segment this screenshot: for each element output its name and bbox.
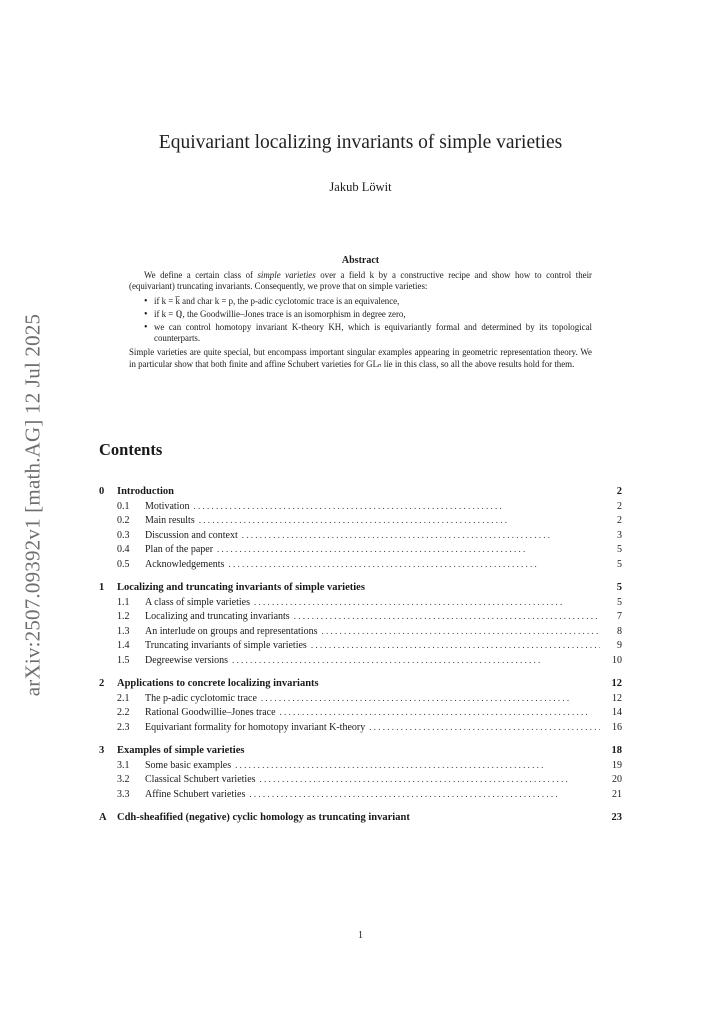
- toc-subsection-title: Equivariant formality for homotopy invariant K-theory: [145, 721, 366, 733]
- abstract-block: [129, 255, 592, 370]
- toc-dot-leader: [193, 501, 600, 511]
- toc-dot-leader: [261, 693, 600, 703]
- toc-subsection-number: 0.1: [117, 500, 130, 512]
- toc-subsection-title: Main results: [145, 515, 195, 526]
- abstract-intro-part-a: We define a certain class of: [144, 270, 258, 280]
- toc-subsection-number: 1.4: [117, 640, 130, 651]
- toc-section-number: 3: [99, 745, 105, 756]
- toc-subsection-number: 1.2: [117, 611, 130, 622]
- abstract-bullet-list: [129, 296, 592, 345]
- toc-subsection-number: 0.3: [117, 529, 130, 541]
- toc-section-title: Examples of simple varieties: [117, 745, 245, 756]
- toc-subsection-entry[interactable]: [99, 544, 622, 559]
- toc-section-title: Applications to concrete localizing invariants: [117, 678, 319, 689]
- toc-subsection-entry[interactable]: [99, 501, 622, 516]
- toc-subsection-page: 12: [612, 692, 622, 704]
- toc-section-entry[interactable]: [99, 745, 622, 760]
- toc-subsection-title: Some basic examples: [145, 759, 232, 771]
- toc-subsection-title: A class of simple varieties: [145, 596, 250, 608]
- toc-subsection-entry[interactable]: [99, 693, 622, 708]
- toc-subsection-number: 0.2: [117, 515, 130, 526]
- toc-subsection-entry[interactable]: [99, 515, 622, 530]
- toc-section-entry[interactable]: [99, 678, 622, 693]
- toc-subsection-entry[interactable]: [99, 597, 622, 612]
- abstract-intro-emphasis: simple varieties: [257, 270, 316, 280]
- paper-title: Equivariant localizing invariants of simple varieties: [158, 132, 563, 153]
- toc-subsection-title: An interlude on groups and representations: [145, 625, 318, 637]
- toc-subsection-entry[interactable]: [99, 707, 622, 722]
- abstract-intro-part-b: over a field k by a constructive recipe and show how to control their (equivariant) truncating invariants. Consequently, we prove that on simple varieties:: [129, 270, 593, 292]
- toc-section-2: [99, 678, 622, 736]
- toc-subsection-number: 2.1: [117, 692, 130, 704]
- toc-section-number: A: [99, 812, 107, 823]
- toc-dot-leader: [311, 640, 600, 650]
- toc-subsection-title: Truncating invariants of simple varieties: [145, 640, 307, 651]
- toc-subsection-entry[interactable]: [99, 530, 622, 545]
- toc-subsection-entry[interactable]: [99, 559, 622, 574]
- abstract-bullet: • if k = ℚ, the Goodwillie–Jones trace is an isomorphism in degree zero,: [154, 309, 592, 320]
- toc-dot-leader: [294, 611, 600, 621]
- toc-subsection-page: 5: [617, 596, 622, 608]
- toc-subsection-title: Degreewise versions: [145, 654, 229, 666]
- toc-dot-leader: [217, 544, 600, 554]
- toc-subsection-number: 1.5: [117, 654, 130, 666]
- toc-section-3: [99, 745, 622, 803]
- toc-subsection-page: 19: [612, 759, 622, 771]
- toc-subsection-entry[interactable]: [99, 760, 622, 775]
- toc-section-page: 12: [611, 678, 622, 689]
- toc-subsection-number: 1.3: [117, 625, 130, 637]
- toc-subsection-number: 0.4: [117, 544, 130, 555]
- toc-subsection-entry[interactable]: [99, 774, 622, 789]
- toc-section-0: [99, 486, 622, 573]
- toc-subsection-page: 3: [617, 529, 622, 541]
- toc-section-page: 18: [611, 745, 622, 756]
- toc-subsection-entry[interactable]: [99, 655, 622, 670]
- toc-dot-leader: [254, 597, 600, 607]
- toc-subsection-page: 2: [617, 515, 622, 526]
- toc-subsection-number: 3.1: [117, 759, 130, 771]
- toc-section-A: [99, 812, 622, 827]
- toc-section-1: [99, 582, 622, 669]
- toc-section-title: Cdh-sheafified (negative) cyclic homology as truncating invariant: [117, 812, 410, 823]
- toc-dot-leader: [228, 559, 600, 569]
- toc-section-number: 2: [99, 678, 105, 689]
- toc-subsection-page: 2: [617, 500, 622, 512]
- toc-section-entry[interactable]: [99, 812, 622, 827]
- abstract-bullet: • if k = k̅ and char k = p, the p-adic cyclotomic trace is an equivalence,: [154, 296, 592, 307]
- toc-subsection-number: 0.5: [117, 558, 130, 570]
- abstract-closing: Simple varieties are quite special, but encompass important singular examples appearing in geometric representation theory. We in particular show that both finite and affine Schubert varieties for GLₙ lie in this class, so all the above results hold for them.: [129, 347, 592, 369]
- abstract-bullet: • we can control homotopy invariant K-theory KH, which is equivariantly formal and determined by its topological counterparts.: [154, 322, 592, 345]
- toc-section-title: Introduction: [117, 486, 174, 497]
- toc-dot-leader: [232, 655, 600, 665]
- toc-subsection-number: 2.2: [117, 707, 130, 718]
- toc-subsection-page: 7: [617, 611, 622, 622]
- toc-subsection-page: 16: [612, 721, 622, 733]
- toc-subsection-title: Discussion and context: [145, 529, 238, 541]
- toc-subsection-number: 3.2: [117, 774, 130, 785]
- toc-subsection-entry[interactable]: [99, 789, 622, 804]
- toc-subsection-title: Rational Goodwillie–Jones trace: [145, 707, 276, 718]
- abstract-intro: [129, 270, 592, 293]
- toc-dot-leader: [260, 774, 600, 784]
- toc-subsection-entry[interactable]: [99, 640, 622, 655]
- toc-subsection-title: Acknowledgements: [145, 558, 225, 570]
- paper-author: Jakub Löwit: [329, 180, 392, 194]
- toc-subsection-page: 10: [612, 654, 622, 666]
- page-number: 1: [358, 930, 363, 941]
- arxiv-identifier-stamp: [13, 270, 53, 740]
- toc-section-page: 23: [611, 812, 622, 823]
- toc-section-entry[interactable]: [99, 486, 622, 501]
- toc-section-number: 0: [99, 486, 105, 497]
- toc-section-page: 2: [616, 486, 622, 497]
- toc-subsection-title: Motivation: [145, 500, 190, 512]
- toc-section-entry[interactable]: [99, 582, 622, 597]
- toc-subsection-page: 8: [617, 625, 622, 637]
- toc-subsection-page: 5: [617, 558, 622, 570]
- abstract-heading: Abstract: [341, 255, 380, 266]
- toc-subsection-title: Affine Schubert varieties: [145, 788, 246, 800]
- toc-dot-leader: [321, 626, 600, 636]
- toc-subsection-entry[interactable]: [99, 626, 622, 641]
- toc-subsection-title: Plan of the paper: [145, 544, 214, 555]
- toc-subsection-entry[interactable]: [99, 722, 622, 737]
- toc-dot-leader: [369, 722, 600, 732]
- contents-heading: Contents: [99, 440, 163, 459]
- toc-subsection-page: 5: [617, 544, 622, 555]
- toc-subsection-number: 1.1: [117, 596, 130, 608]
- toc-dot-leader: [242, 530, 600, 540]
- toc-section-title: Localizing and truncating invariants of simple varieties: [117, 582, 365, 593]
- toc-dot-leader: [280, 707, 600, 717]
- arxiv-identifier-text: arXiv:2507.09392v1 [math.AG] 12 Jul 2025: [20, 313, 45, 697]
- toc-subsection-number: 2.3: [117, 721, 130, 733]
- toc-section-number: 1: [99, 582, 105, 593]
- toc-subsection-title: Classical Schubert varieties: [145, 774, 256, 785]
- toc-subsection-page: 14: [612, 707, 622, 718]
- toc-dot-leader: [249, 789, 600, 799]
- toc-dot-leader: [235, 760, 600, 770]
- toc-section-page: 5: [616, 582, 622, 593]
- toc-subsection-page: 20: [612, 774, 622, 785]
- table-of-contents: [99, 486, 622, 836]
- toc-subsection-title: Localizing and truncating invariants: [145, 611, 290, 622]
- toc-subsection-page: 21: [612, 788, 622, 800]
- toc-subsection-page: 9: [617, 640, 622, 651]
- toc-subsection-entry[interactable]: [99, 611, 622, 626]
- toc-subsection-title: The p-adic cyclotomic trace: [145, 692, 257, 704]
- toc-subsection-number: 3.3: [117, 788, 130, 800]
- toc-dot-leader: [199, 515, 600, 525]
